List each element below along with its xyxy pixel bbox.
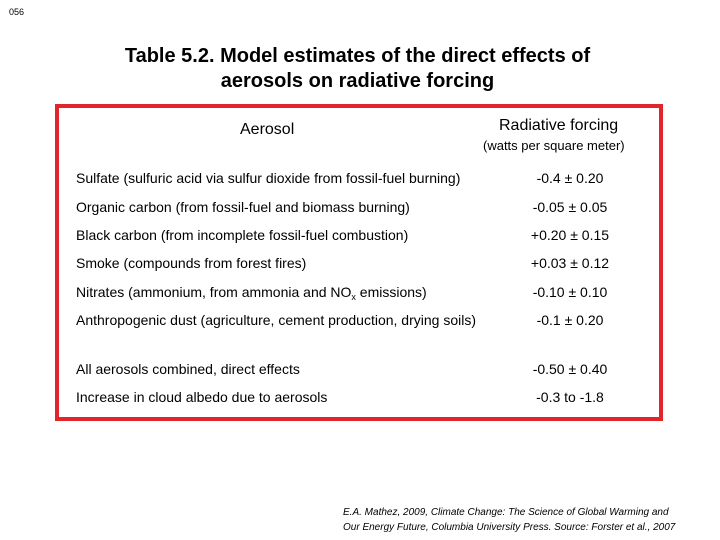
row-forcing-value: -0.1 ± 0.20 (536, 312, 604, 328)
column-header-radiative-forcing: Radiative forcing (499, 117, 619, 134)
row-forcing-value: +0.20 ± 0.15 (530, 227, 610, 243)
row-forcing-value: -0.10 ± 0.10 (532, 284, 608, 300)
row-aerosol-name: All aerosols combined, direct effects (76, 361, 300, 377)
row-forcing-value: -0.05 ± 0.05 (532, 199, 608, 215)
row-aerosol-name (76, 284, 427, 300)
citation-line-1: E.A. Mathez, 2009, Climate Change: The Science of Global Warming and (343, 507, 669, 518)
row-forcing-value: -0.3 to -1.8 (536, 389, 604, 405)
row-forcing-value: -0.50 ± 0.40 (532, 361, 608, 377)
row-name-part: Nitrates (ammonium, from ammonia and NO (76, 284, 352, 300)
row-aerosol-name: Increase in cloud albedo due to aerosols (76, 389, 328, 405)
row-aerosol-name: Sulfate (sulfuric acid via sulfur dioxide from fossil-fuel burning) (76, 170, 461, 186)
citation-line-2: Our Energy Future, Columbia University Press. Source: Forster et al., 2007 (343, 522, 676, 533)
row-name-part: emissions) (355, 284, 427, 300)
column-header-units: (watts per square meter) (483, 138, 625, 153)
page-title (0, 44, 715, 94)
row-forcing-value: +0.03 ± 0.12 (530, 255, 610, 271)
slide-number: 056 (9, 7, 25, 17)
subscript-x: x (351, 292, 356, 302)
title-line-1: Table 5.2. Model estimates of the direct effects of (124, 45, 591, 67)
row-aerosol-name: Organic carbon (from fossil-fuel and biomass burning) (76, 199, 410, 215)
row-forcing-value: -0.4 ± 0.20 (536, 170, 604, 186)
row-aerosol-name: Smoke (compounds from forest fires) (76, 255, 307, 271)
row-aerosol-name: Black carbon (from incomplete fossil-fuel combustion) (76, 227, 409, 243)
column-header-aerosol: Aerosol (240, 121, 295, 138)
row-aerosol-name: Anthropogenic dust (agriculture, cement production, drying soils) (76, 312, 476, 328)
citation (343, 505, 715, 535)
title-line-2: aerosols on radiative forcing (220, 70, 495, 92)
